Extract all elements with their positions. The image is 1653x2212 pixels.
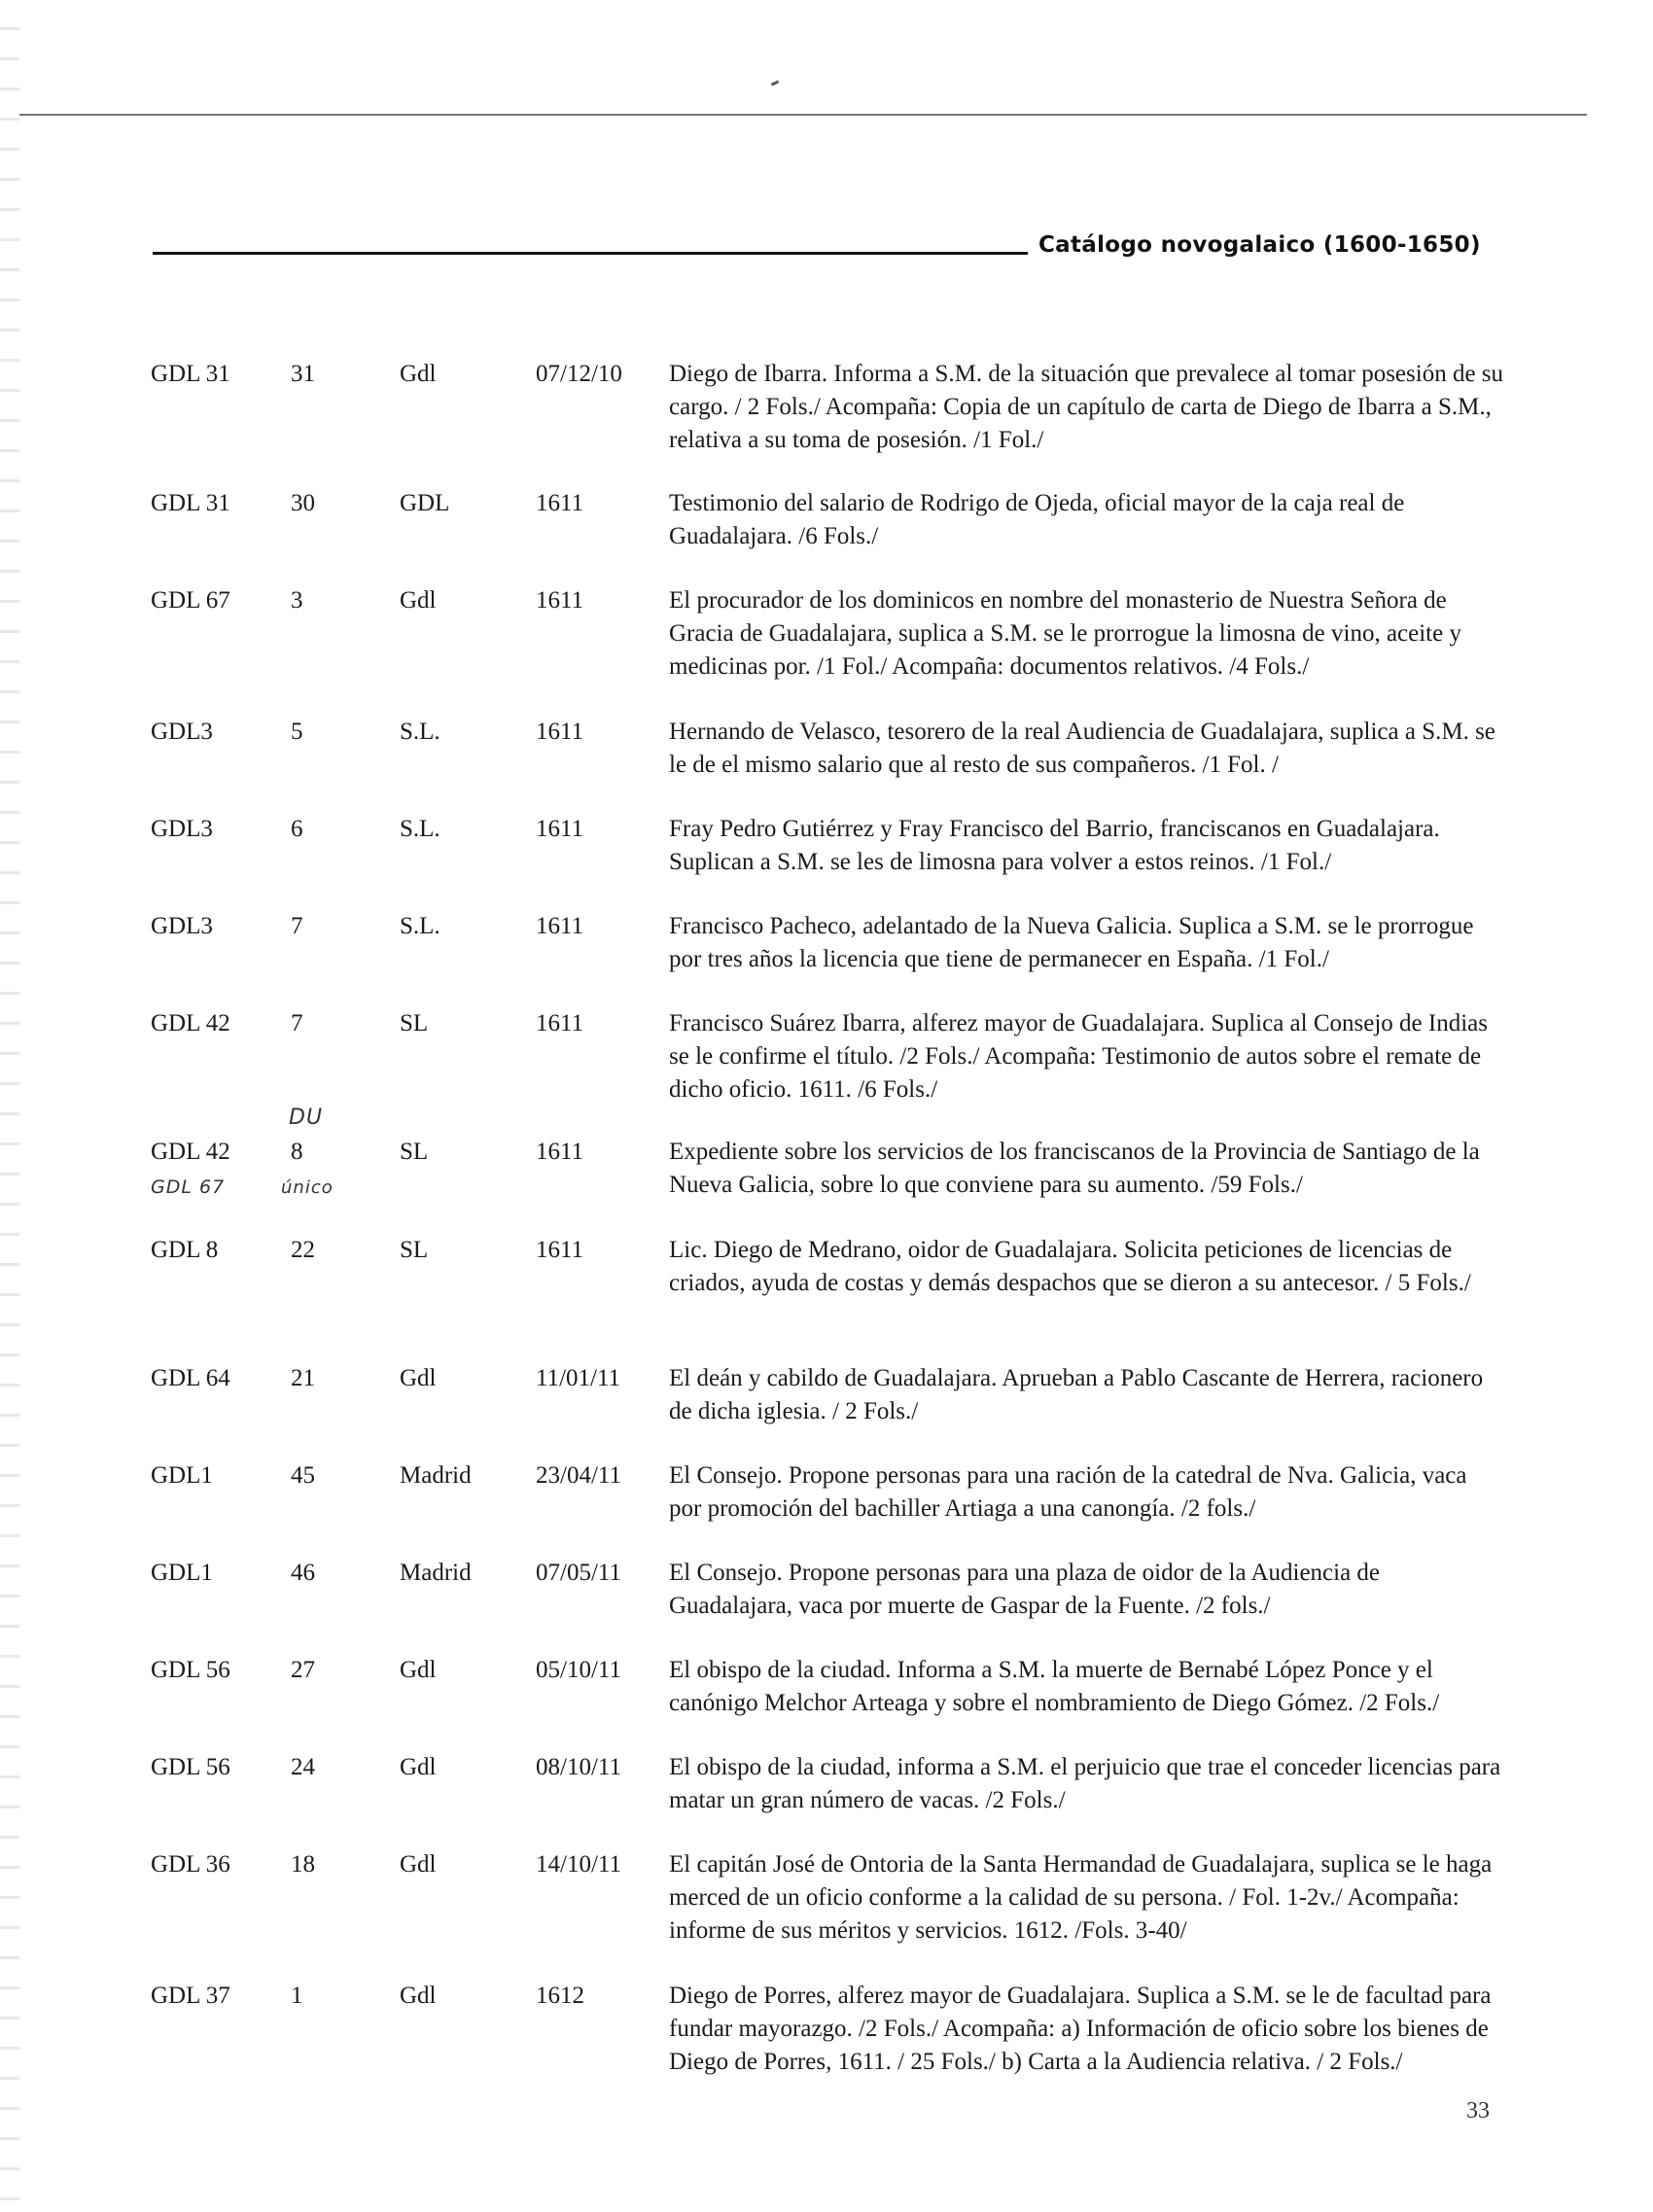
entry-number: 22 [291, 1237, 315, 1263]
entry-legajo: GDL 56 [151, 1754, 230, 1780]
entry-place: S.L. [400, 913, 440, 939]
entry-date: 05/10/11 [536, 1657, 621, 1683]
entry-description: Expediente sobre los servicios de los franciscanos de la Provincia de Santiago de la Nueva Galicia, sobre lo que conviene para su aumento. /59 Fols./ [669, 1139, 1480, 1198]
entry-date: 23/04/11 [536, 1462, 621, 1489]
entry-place: SL [400, 1010, 429, 1036]
entry-description: El obispo de la ciudad. Informa a S.M. la muerte de Bernabé López Ponce y el canónigo Melchor Arteaga y sobre el nombramiento de Diego Gómez. /2 Fols./ [669, 1657, 1440, 1716]
entry-place: Gdl [400, 361, 437, 387]
entry-legajo: GDL 56 [151, 1657, 230, 1683]
entry-description: El Consejo. Propone personas para una ración de la catedral de Nva. Galicia, vaca por promoción del bachiller Artiaga a una canongía. /2 fols./ [669, 1462, 1467, 1522]
entry-number: 21 [291, 1365, 315, 1391]
entry-legajo: GDL 31 [151, 361, 230, 387]
entry-number: 18 [291, 1851, 315, 1878]
entry-place: Gdl [400, 1983, 437, 2009]
entry-legajo: GDL1 [151, 1462, 213, 1489]
entry-legajo: GDL3 [151, 913, 213, 939]
handwritten-legajo-note: GDL 67 [151, 1176, 226, 1198]
entry-legajo: GDL 42 [151, 1010, 230, 1036]
entry-legajo: GDL 36 [151, 1851, 230, 1878]
entry-place: Gdl [400, 587, 437, 614]
handwritten-number-note: DU [289, 1106, 324, 1130]
entry-legajo: GDL3 [151, 816, 213, 842]
entry-number: 5 [291, 719, 303, 745]
entry-legajo: GDL 64 [151, 1365, 230, 1391]
entry-description: Testimonio del salario de Rodrigo de Ojeda, oficial mayor de la caja real de Guadalajara. /6 Fols./ [669, 490, 1405, 549]
entry-date: 07/05/11 [536, 1560, 621, 1586]
entry-description: El capitán José de Ontoria de la Santa Hermandad de Guadalajara, suplica se le haga merced de un oficio conforme a la calidad de su persona. / Fol. 1-2v./ Acompaña: informe de sus méritos y servicios. 1612. /Fols. 3-40/ [669, 1851, 1493, 1944]
entry-number: 6 [291, 816, 303, 842]
entry-legajo: GDL 8 [151, 1237, 219, 1263]
entry-description: Diego de Porres, alferez mayor de Guadalajara. Suplica a S.M. se le de facultad para fundar mayorazgo. /2 Fols./ Acompaña: a) Información de oficio sobre los bienes de Diego de Porres, 1611. / 25 Fols./ b) Carta a la Audiencia relativa. / 2 Fols./ [669, 1983, 1492, 2075]
entry-date: 08/10/11 [536, 1754, 621, 1780]
entry-number: 27 [291, 1657, 315, 1683]
entry-description: Francisco Pacheco, adelantado de la Nueva Galicia. Suplica a S.M. se le prorrogue por tres años la licencia que tiene de permanecer en España. /1 Fol./ [669, 913, 1474, 972]
entry-description: Diego de Ibarra. Informa a S.M. de la situación que prevalece al tomar posesión de su cargo. / 2 Fols./ Acompaña: Copia de un capítulo de carta de Diego de Ibarra a S.M., relativa a su toma de posesión. /1 Fol./ [669, 361, 1504, 453]
entry-description: Lic. Diego de Medrano, oidor de Guadalajara. Solicita peticiones de licencias de criados, ayuda de costas y demás despachos que se dieron a su antecesor. / 5 Fols./ [669, 1237, 1471, 1296]
entry-date: 1611 [536, 719, 584, 745]
entry-legajo: GDL 67 [151, 587, 230, 614]
entry-date: 14/10/11 [536, 1851, 621, 1878]
entry-date: 1611 [536, 1139, 584, 1165]
entry-number: 31 [291, 361, 315, 387]
entry-place: Gdl [400, 1365, 437, 1391]
entry-place: S.L. [400, 816, 440, 842]
entry-place: GDL [400, 490, 450, 516]
handwritten-single-note: único [281, 1177, 334, 1198]
entry-legajo: GDL1 [151, 1560, 213, 1586]
entry-place: Madrid [400, 1462, 472, 1489]
entry-description: Fray Pedro Gutiérrez y Fray Francisco del Barrio, franciscanos en Guadalajara. Suplican a S.M. se les de limosna para volver a estos reinos. /1 Fol./ [669, 816, 1440, 875]
entry-description: El deán y cabildo de Guadalajara. Aprueban a Pablo Cascante de Herrera, racionero de dicha iglesia. / 2 Fols./ [669, 1365, 1484, 1424]
entry-number: 1 [291, 1983, 303, 2009]
entry-date: 11/01/11 [536, 1365, 621, 1391]
entry-legajo: GDL 31 [151, 490, 230, 516]
entry-date: 1612 [536, 1983, 584, 2009]
entry-legajo: GDL3 [151, 719, 213, 745]
entry-number: 45 [291, 1462, 315, 1489]
entry-date: 1611 [536, 1010, 584, 1036]
entry-description: Hernando de Velasco, tesorero de la real Audiencia de Guadalajara, suplica a S.M. se le de el mismo salario que al resto de sus compañeros. /1 Fol. / [669, 719, 1495, 778]
entry-legajo: GDL 37 [151, 1983, 230, 2009]
entry-description: El Consejo. Propone personas para una plaza de oidor de la Audiencia de Guadalajara, vaca por muerte de Gaspar de la Fuente. /2 fols./ [669, 1560, 1381, 1619]
entry-description: El procurador de los dominicos en nombre del monasterio de Nuestra Señora de Gracia de Guadalajara, suplica a S.M. se le prorrogue la limosna de vino, aceite y medicinas por. /1 Fol./ Acompaña: documentos relativos. /4 Fols./ [669, 587, 1461, 680]
entry-number: 7 [291, 913, 303, 939]
entry-date: 1611 [536, 490, 584, 516]
entry-date: 1611 [536, 1237, 584, 1263]
entry-number: 3 [291, 587, 303, 614]
entry-number: 24 [291, 1754, 315, 1780]
entry-place: Gdl [400, 1754, 437, 1780]
entry-place: S.L. [400, 719, 440, 745]
entry-number: 46 [291, 1560, 315, 1586]
entry-legajo: GDL 42 [151, 1139, 230, 1165]
entry-description: Francisco Suárez Ibarra, alferez mayor de Guadalajara. Suplica al Consejo de Indias se le confirme el título. /2 Fols./ Acompaña: Testimonio de autos sobre el remate de dicho oficio. 1611. /6 Fols./ [669, 1010, 1488, 1103]
entry-number: 8 [291, 1139, 303, 1165]
entry-place: Gdl [400, 1851, 437, 1878]
running-header-title: Catálogo novogalaico (1600-1650) [1038, 232, 1481, 258]
entry-place: SL [400, 1139, 429, 1165]
page-number: 33 [1466, 2098, 1490, 2124]
entry-date: 1611 [536, 913, 584, 939]
entry-place: Gdl [400, 1657, 437, 1683]
entry-date: 1611 [536, 816, 584, 842]
entry-place: Madrid [400, 1560, 472, 1586]
entry-date: 1611 [536, 587, 584, 614]
entry-number: 7 [291, 1010, 303, 1036]
entry-place: SL [400, 1237, 429, 1263]
entry-number: 30 [291, 490, 315, 516]
entry-description: El obispo de la ciudad, informa a S.M. el perjuicio que trae el conceder licencias para matar un gran número de vacas. /2 Fols./ [669, 1754, 1501, 1813]
entry-date: 07/12/10 [536, 361, 622, 387]
